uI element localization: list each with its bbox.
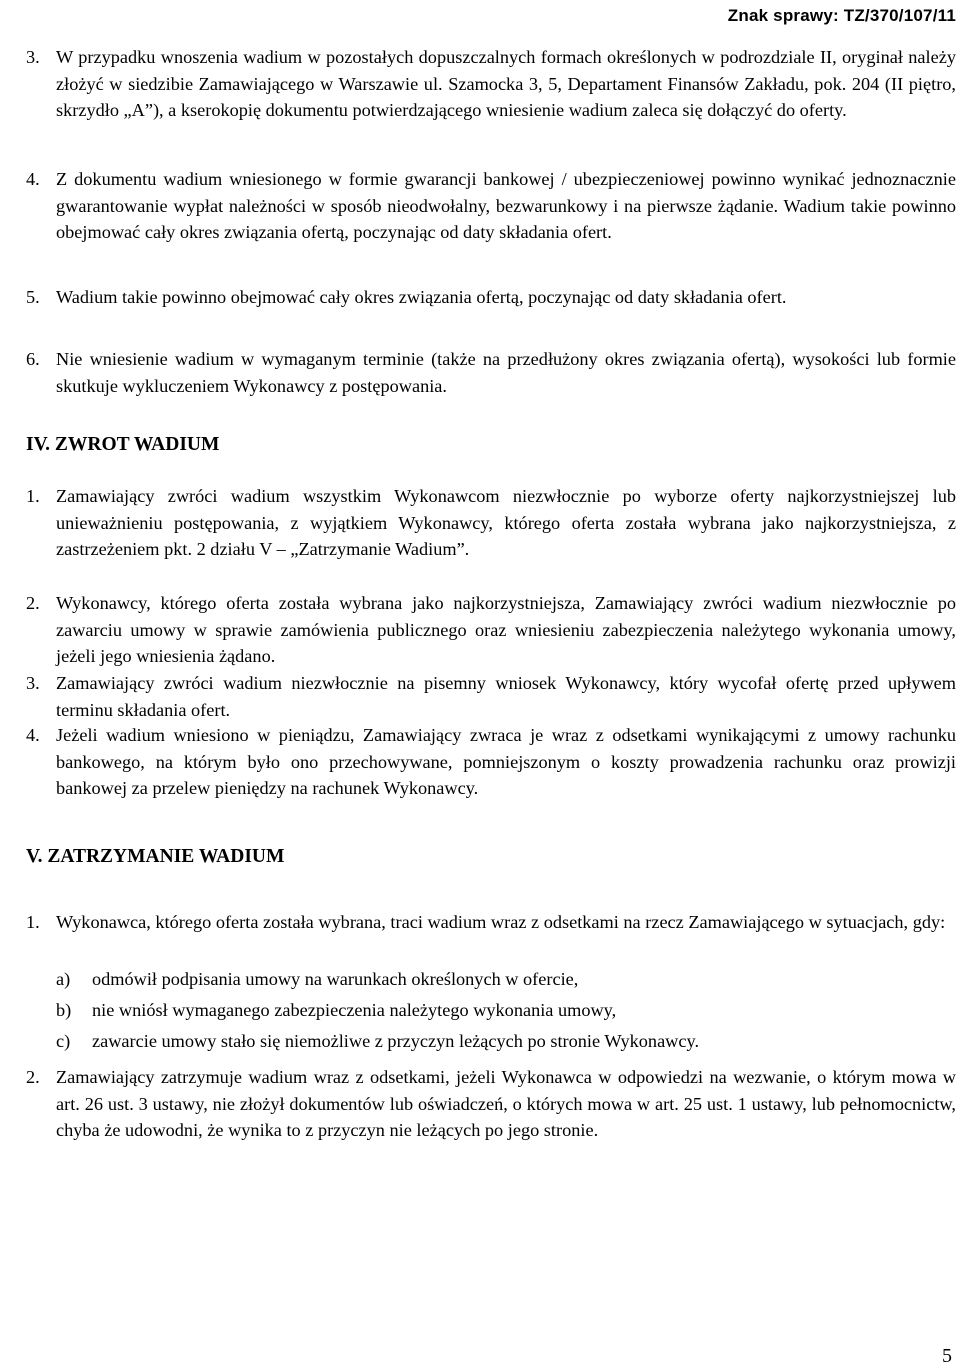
item-number: 2. — [26, 593, 40, 613]
list-item — [26, 284, 956, 311]
sub-item-text: zawarcie umowy stało się niemożliwe z przyczyn leżących po stronie Wykonawcy. — [92, 1031, 700, 1051]
item-number: 1. — [26, 912, 40, 932]
list-item — [26, 346, 956, 399]
sub-item-text: odmówił podpisania umowy na warunkach określonych w ofercie, — [92, 969, 579, 989]
section-heading-zatrzymanie: V. ZATRZYMANIE WADIUM — [26, 846, 285, 867]
sub-item-letter: a) — [56, 969, 71, 989]
item-number: 3. — [26, 673, 40, 693]
item-text: Jeżeli wadium wniesiono w pieniądzu, Zamawiający zwraca je wraz z odsetkami wynikającymi z umowy rachunku bankowego, na którym było ono przechowywane, pomniejszonym o koszty prowadzenia rachunku oraz prowizji bankowej za przelew pieniędzy na rachunek Wykonawcy. — [56, 725, 956, 798]
item-text: Wykonawca, którego oferta została wybrana, traci wadium wraz z odsetkami na rzecz Zamawiającego w sytuacjach, gdy: — [56, 912, 946, 932]
item-text: Zamawiający zwróci wadium niezwłocznie na pisemny wniosek Wykonawcy, który wycofał ofertę przed upływem terminu składania ofert. — [56, 673, 956, 720]
item-number: 2. — [26, 1067, 40, 1087]
case-reference: Znak sprawy: TZ/370/107/11 — [727, 6, 956, 25]
list-item — [26, 909, 956, 936]
item-text: Z dokumentu wadium wniesionego w formie gwarancji bankowej / ubezpieczeniowej powinno wynikać jednoznacznie gwarantowanie wypłat należności w sposób nieodwołalny, bezwarunkowy i na pierwsze żądanie. Wadium takie powinno obejmować cały okres związania ofertą, poczynając od daty składania ofert. — [56, 169, 956, 242]
sub-item-letter: c) — [56, 1031, 71, 1051]
list-item — [26, 483, 956, 563]
list-item — [26, 670, 956, 723]
list-item — [26, 44, 956, 124]
item-number: 4. — [26, 169, 40, 189]
item-text: Wykonawcy, którego oferta została wybrana jako najkorzystniejsza, Zamawiający zwróci wadium niezwłocznie po zawarciu umowy w sprawie zamówienia publicznego oraz wniesieniu zabezpieczenia należytego wykonania umowy, jeżeli jego wniesienia żądano. — [56, 593, 956, 666]
item-text: Nie wniesienie wadium w wymaganym terminie (także na przedłużony okres związania ofertą), wysokości lub formie skutkuje wykluczeniem Wykonawcy z postępowania. — [56, 349, 956, 396]
item-text: W przypadku wnoszenia wadium w pozostałych dopuszczalnych formach określonych w podrozdziale II, oryginał należy złożyć w siedzibie Zamawiającego w Warszawie ul. Szamocka 3, 5, Departament Finansów Zakładu, pok. 204 (II piętro, skrzydło „A”), a kserokopię dokumentu potwierdzającego wniesienie wadium zaleca się dołączyć do oferty. — [56, 47, 956, 120]
item-number: 1. — [26, 486, 40, 506]
item-text: Zamawiający zatrzymuje wadium wraz z odsetkami, jeżeli Wykonawca w odpowiedzi na wezwanie, o którym mowa w art. 26 ust. 3 ustawy, nie złożył dokumentów lub oświadczeń, o których mowa w art. 25 ust. 1 ustawy, lub pełnomocnictw, chyba że udowodni, że wynika to z przyczyn nie leżących po jego stronie. — [56, 1067, 956, 1140]
item-number: 3. — [26, 47, 40, 67]
list-item — [26, 590, 956, 670]
item-number: 5. — [26, 287, 40, 307]
section-heading-zwrot: IV. ZWROT WADIUM — [26, 434, 220, 455]
item-number: 6. — [26, 349, 40, 369]
list-item — [26, 166, 956, 246]
item-text: Zamawiający zwróci wadium wszystkim Wykonawcom niezwłocznie po wyborze oferty najkorzystniejszej lub unieważnieniu postępowania, z wyjątkiem Wykonawcy, którego oferta została wybrana jako najkorzystniejsza, z zastrzeżeniem pkt. 2 działu V – „Zatrzymanie Wadium”. — [56, 486, 956, 559]
sub-list-item — [56, 997, 956, 1023]
page-number: 5 — [942, 1345, 952, 1367]
list-item — [26, 1064, 956, 1144]
list-item — [26, 722, 956, 802]
sub-item-text: nie wniósł wymaganego zabezpieczenia należytego wykonania umowy, — [92, 1000, 617, 1020]
sub-list-item — [56, 966, 956, 992]
item-number: 4. — [26, 725, 40, 745]
sub-list-item — [56, 1028, 956, 1054]
sub-item-letter: b) — [56, 1000, 72, 1020]
item-text: Wadium takie powinno obejmować cały okres związania ofertą, poczynając od daty składania ofert. — [56, 287, 787, 307]
